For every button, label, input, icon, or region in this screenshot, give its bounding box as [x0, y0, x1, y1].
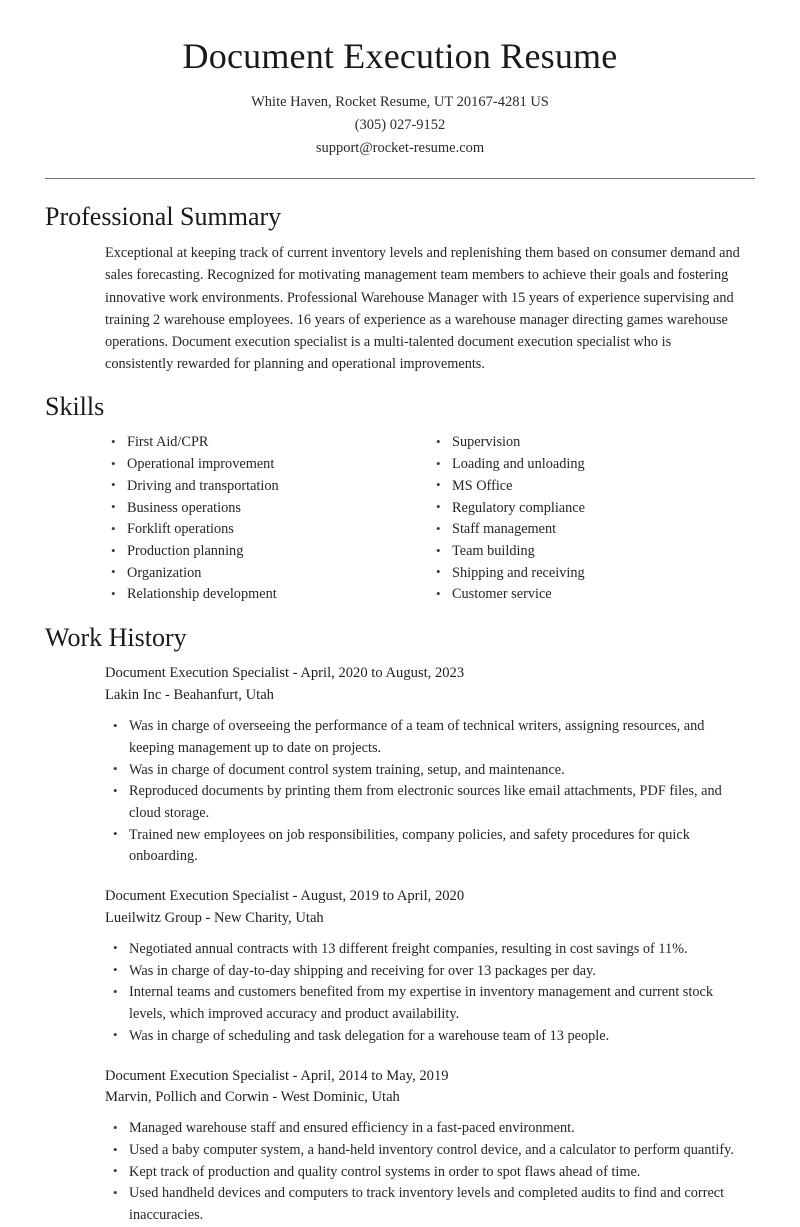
job-bullet-list	[105, 716, 755, 868]
job-bullet: • Kept track of production and quality control systems in order to spot flaws ahead of time.	[105, 1162, 755, 1184]
skill-item: • Customer service	[430, 584, 755, 606]
work-history-body	[45, 663, 755, 1227]
job-bullet: • Used a baby computer system, a hand-held inventory control device, and a calculator to perform quantify.	[105, 1140, 755, 1162]
contact-email: support@rocket-resume.com	[315, 140, 485, 157]
job-company: Lakin Inc - Beahanfurt, Utah	[105, 687, 274, 704]
section-professional-summary	[0, 201, 800, 375]
job-bullet-list	[105, 1118, 755, 1227]
skills-list-left	[105, 432, 430, 606]
job-bullet: • Negotiated annual contracts with 13 different freight companies, resulting in cost savings of 11%.	[105, 939, 755, 961]
skill-item: • Shipping and receiving	[430, 563, 755, 585]
summary-body	[45, 242, 755, 375]
section-heading-work-history: Work History	[45, 623, 187, 653]
job-bullet: • Was in charge of day-to-day shipping and receiving for over 13 packages per day.	[105, 961, 755, 983]
job-bullet: • Reproduced documents by printing them from electronic sources like email attachments, PDF files, and cloud storage.	[105, 781, 755, 824]
page-title: Document Execution Resume	[182, 36, 618, 76]
work-history-entry	[105, 1066, 755, 1227]
work-history-entry	[105, 663, 755, 868]
skill-item: • Loading and unloading	[430, 454, 755, 476]
section-work-history	[0, 622, 800, 1227]
section-heading-summary: Professional Summary	[45, 202, 282, 232]
work-history-entry	[105, 886, 755, 1047]
skill-item: • Operational improvement	[105, 454, 430, 476]
skill-item: • Staff management	[430, 519, 755, 541]
job-title: Document Execution Specialist - April, 2014 to May, 2019	[105, 1067, 449, 1084]
skill-item: • Team building	[430, 541, 755, 563]
job-title: Document Execution Specialist - April, 2020 to August, 2023	[105, 665, 465, 682]
skill-item: • First Aid/CPR	[105, 432, 430, 454]
section-skills	[0, 391, 800, 606]
skill-item: • Relationship development	[105, 584, 430, 606]
skill-item: • Organization	[105, 563, 430, 585]
skills-column-left	[105, 432, 430, 606]
skill-item: • Business operations	[105, 498, 430, 520]
skill-item: • Driving and transportation	[105, 476, 430, 498]
resume-header	[0, 0, 800, 160]
section-heading-skills: Skills	[45, 392, 105, 422]
job-title: Document Execution Specialist - August, 2019 to April, 2020	[105, 888, 465, 905]
job-bullet: • Managed warehouse staff and ensured efficiency in a fast-paced environment.	[105, 1118, 755, 1140]
skills-list-right	[430, 432, 755, 606]
skill-item: • Forklift operations	[105, 519, 430, 541]
job-company: Marvin, Pollich and Corwin - West Dominic, Utah	[105, 1089, 400, 1106]
skill-item: • Regulatory compliance	[430, 498, 755, 520]
skills-body	[45, 432, 755, 606]
skill-item: • Production planning	[105, 541, 430, 563]
header-divider	[45, 178, 755, 179]
job-bullet: • Was in charge of overseeing the performance of a team of technical writers, assigning resources, and keeping management up to date on projects.	[105, 716, 755, 759]
job-bullet-list	[105, 939, 755, 1048]
job-bullet: • Was in charge of scheduling and task delegation for a warehouse team of 13 people.	[105, 1026, 755, 1048]
job-bullet: • Used handheld devices and computers to track inventory levels and completed audits to find and correct inaccuracies.	[105, 1183, 755, 1226]
job-company: Lueilwitz Group - New Charity, Utah	[105, 910, 324, 927]
skills-column-right	[430, 432, 755, 606]
skills-columns	[105, 432, 755, 606]
job-bullet: • Was in charge of document control system training, setup, and maintenance.	[105, 760, 755, 782]
contact-phone: (305) 027-9152	[354, 117, 446, 134]
skill-item: • MS Office	[430, 476, 755, 498]
summary-paragraph: Exceptional at keeping track of current inventory levels and replenishing them based on consumer demand and sales forecasting. Recognized for motivating management team members to achieve their goals and fostering innovative work environments. Professional Warehouse Manager with 15 years of experience supervising and training 2 warehouse employees. 16 years of experience as a warehouse manager directing games warehouse operations. Document execution specialist is a multi-talented document execution specialist who is consistently rewarded for planning and operational improvements.	[105, 245, 740, 373]
skill-item: • Supervision	[430, 432, 755, 454]
job-bullet: • Internal teams and customers benefited from my expertise in inventory management and current stock levels, which improved accuracy and product availability.	[105, 982, 755, 1025]
job-bullet: • Trained new employees on job responsibilities, company policies, and safety procedures for quick onboarding.	[105, 825, 755, 868]
contact-address: White Haven, Rocket Resume, UT 20167-4281 US	[251, 94, 549, 111]
